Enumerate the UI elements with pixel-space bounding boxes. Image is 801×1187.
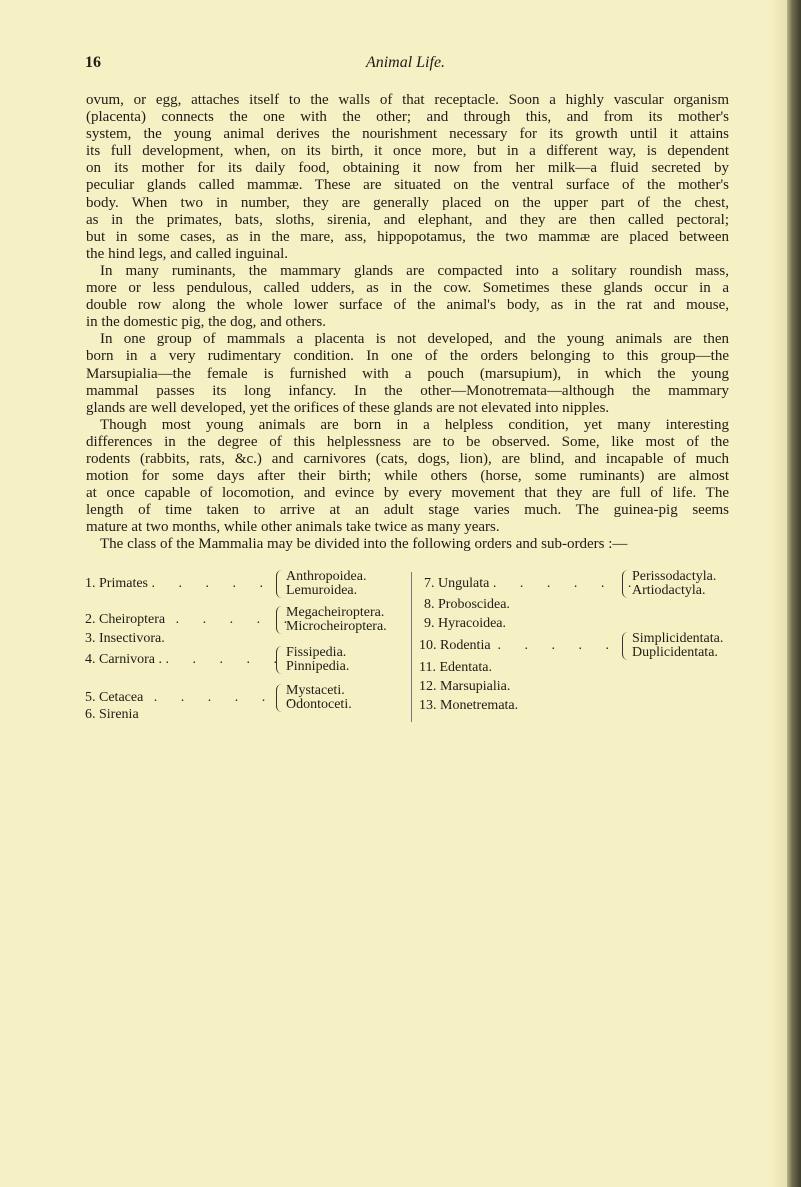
text-line: in the domestic pig, the dog, and others. — [86, 314, 326, 331]
text-line: but in some cases, as in the mare, ass, hippopotamus, the two mammæ are placed between — [86, 228, 729, 245]
text-line: rodents (rabbits, rats, &c.) and carnivores (cats, dogs, lion), are blind, and incapable of much — [86, 450, 729, 467]
order-proboscidea: 8. Proboscidea. — [424, 597, 510, 612]
text-line: the hind legs, and called inguinal. — [86, 245, 289, 262]
text-line: Marsupialia—the female is furnished with a pouch (marsupium), in which the young — [86, 365, 729, 382]
text-line: peculiar glands called mammæ. These are situated on the ventral surface of the mother's — [86, 177, 729, 194]
suborders-cetacea: Mystaceti. Odontoceti. — [276, 684, 352, 712]
text-line: differences in the degree of this helplessness are to be observed. Some, like most of the — [86, 433, 729, 450]
page-gutter-shadow — [770, 0, 788, 1187]
text-line: born in a very rudimentary condition. In one of the orders belonging to this group—the — [86, 348, 729, 365]
text-line: mature at two months, while other animals take twice as many years. — [86, 519, 500, 536]
text-line: motion for some days after their birth; while others (horse, some ruminants) are almost — [86, 468, 729, 485]
running-title: Animal Life. — [365, 54, 446, 71]
text-line: on its mother for its daily food, obtaining it now from her milk—a fluid secreted by — [86, 160, 729, 177]
text-line: as in the primates, bats, sloths, sirenia, and elephant, and they are then called pectoral; — [86, 211, 729, 228]
text-line: ovum, or egg, attaches itself to the walls of that receptacle. Soon a highly vascular organism — [86, 92, 729, 108]
text-line: its full development, when, on its birth, it once more, but in a different way, is dependent — [86, 143, 729, 160]
text-line: at once capable of locomotion, and evince by every movement that they are full of life. The — [86, 485, 729, 502]
order-ungulata: 7. Ungulata . . . . . . — [424, 576, 642, 591]
text-line: double row along the whole lower surface of the animal's body, as in the rat and mouse, — [86, 297, 729, 314]
order-rodentia: 10. Rodentia . . . . . — [419, 638, 620, 653]
order-carnivora: 4. Carnivora . . . . . . — [85, 652, 287, 667]
order-edentata: 11. Edentata. — [419, 660, 492, 675]
column-divider — [411, 572, 412, 722]
order-marsupialia: 12. Marsupialia. — [419, 679, 511, 694]
order-cetacea: 5. Cetacea . . . . . . — [85, 690, 303, 705]
suborders-primates: Anthropoidea. Lemuroidea. — [276, 570, 366, 598]
text-line: (placenta) connects the one with the other; and through this, and from its mother's — [86, 109, 729, 126]
text-line: Though most young animals are born in a helpless condition, yet many interesting — [100, 416, 729, 433]
suborders-rodentia: Simplicidentata. Duplicidentata. — [622, 632, 723, 660]
text-line: body. When two in number, they are generally placed on the upper part of the chest, — [86, 194, 729, 211]
book-binding-edge — [787, 0, 801, 1187]
body-text — [86, 92, 729, 554]
text-line: more or less pendulous, called udders, as in the cow. Sometimes these glands occur in a — [86, 280, 729, 297]
text-line: system, the young animal derives the nourishment necessary for its growth until it attains — [86, 126, 729, 143]
order-sirenia: 6. Sirenia — [85, 707, 139, 722]
text-line: The class of the Mammalia may be divided into the following orders and sub-orders :— — [100, 536, 628, 553]
text-line: length of time taken to arrive at an adult stage varies much. The guinea-pig seems — [86, 502, 729, 519]
order-primates: 1. Primates . . . . . . — [85, 576, 300, 591]
text-line: In many ruminants, the mammary glands are compacted into a solitary roundish mass, — [100, 262, 729, 279]
text-line: glands are well developed, yet the orifices of these glands are not elevated into nipples. — [86, 399, 610, 416]
suborders-cheiroptera: Megacheiroptera. Microcheiroptera. — [276, 606, 387, 634]
text-line: In one group of mammals a placenta is not developed, and the young animals are then — [100, 331, 729, 348]
page-number: 16 — [85, 54, 101, 71]
order-hyracoidea: 9. Hyracoidea. — [424, 616, 507, 631]
order-monotremata: 13. Monetremata. — [419, 698, 519, 713]
text-line: mammal passes its long infancy. In the other—Monotremata—although the mammary — [86, 382, 729, 399]
order-cheiroptera: 2. Cheiroptera . . . . . — [85, 612, 298, 627]
suborders-carnivora: Fissipedia. Pinnipedia. — [276, 646, 349, 674]
order-insectivora: 3. Insectivora. — [85, 631, 165, 646]
suborders-ungulata: Perissodactyla. Artiodactyla. — [622, 570, 716, 598]
